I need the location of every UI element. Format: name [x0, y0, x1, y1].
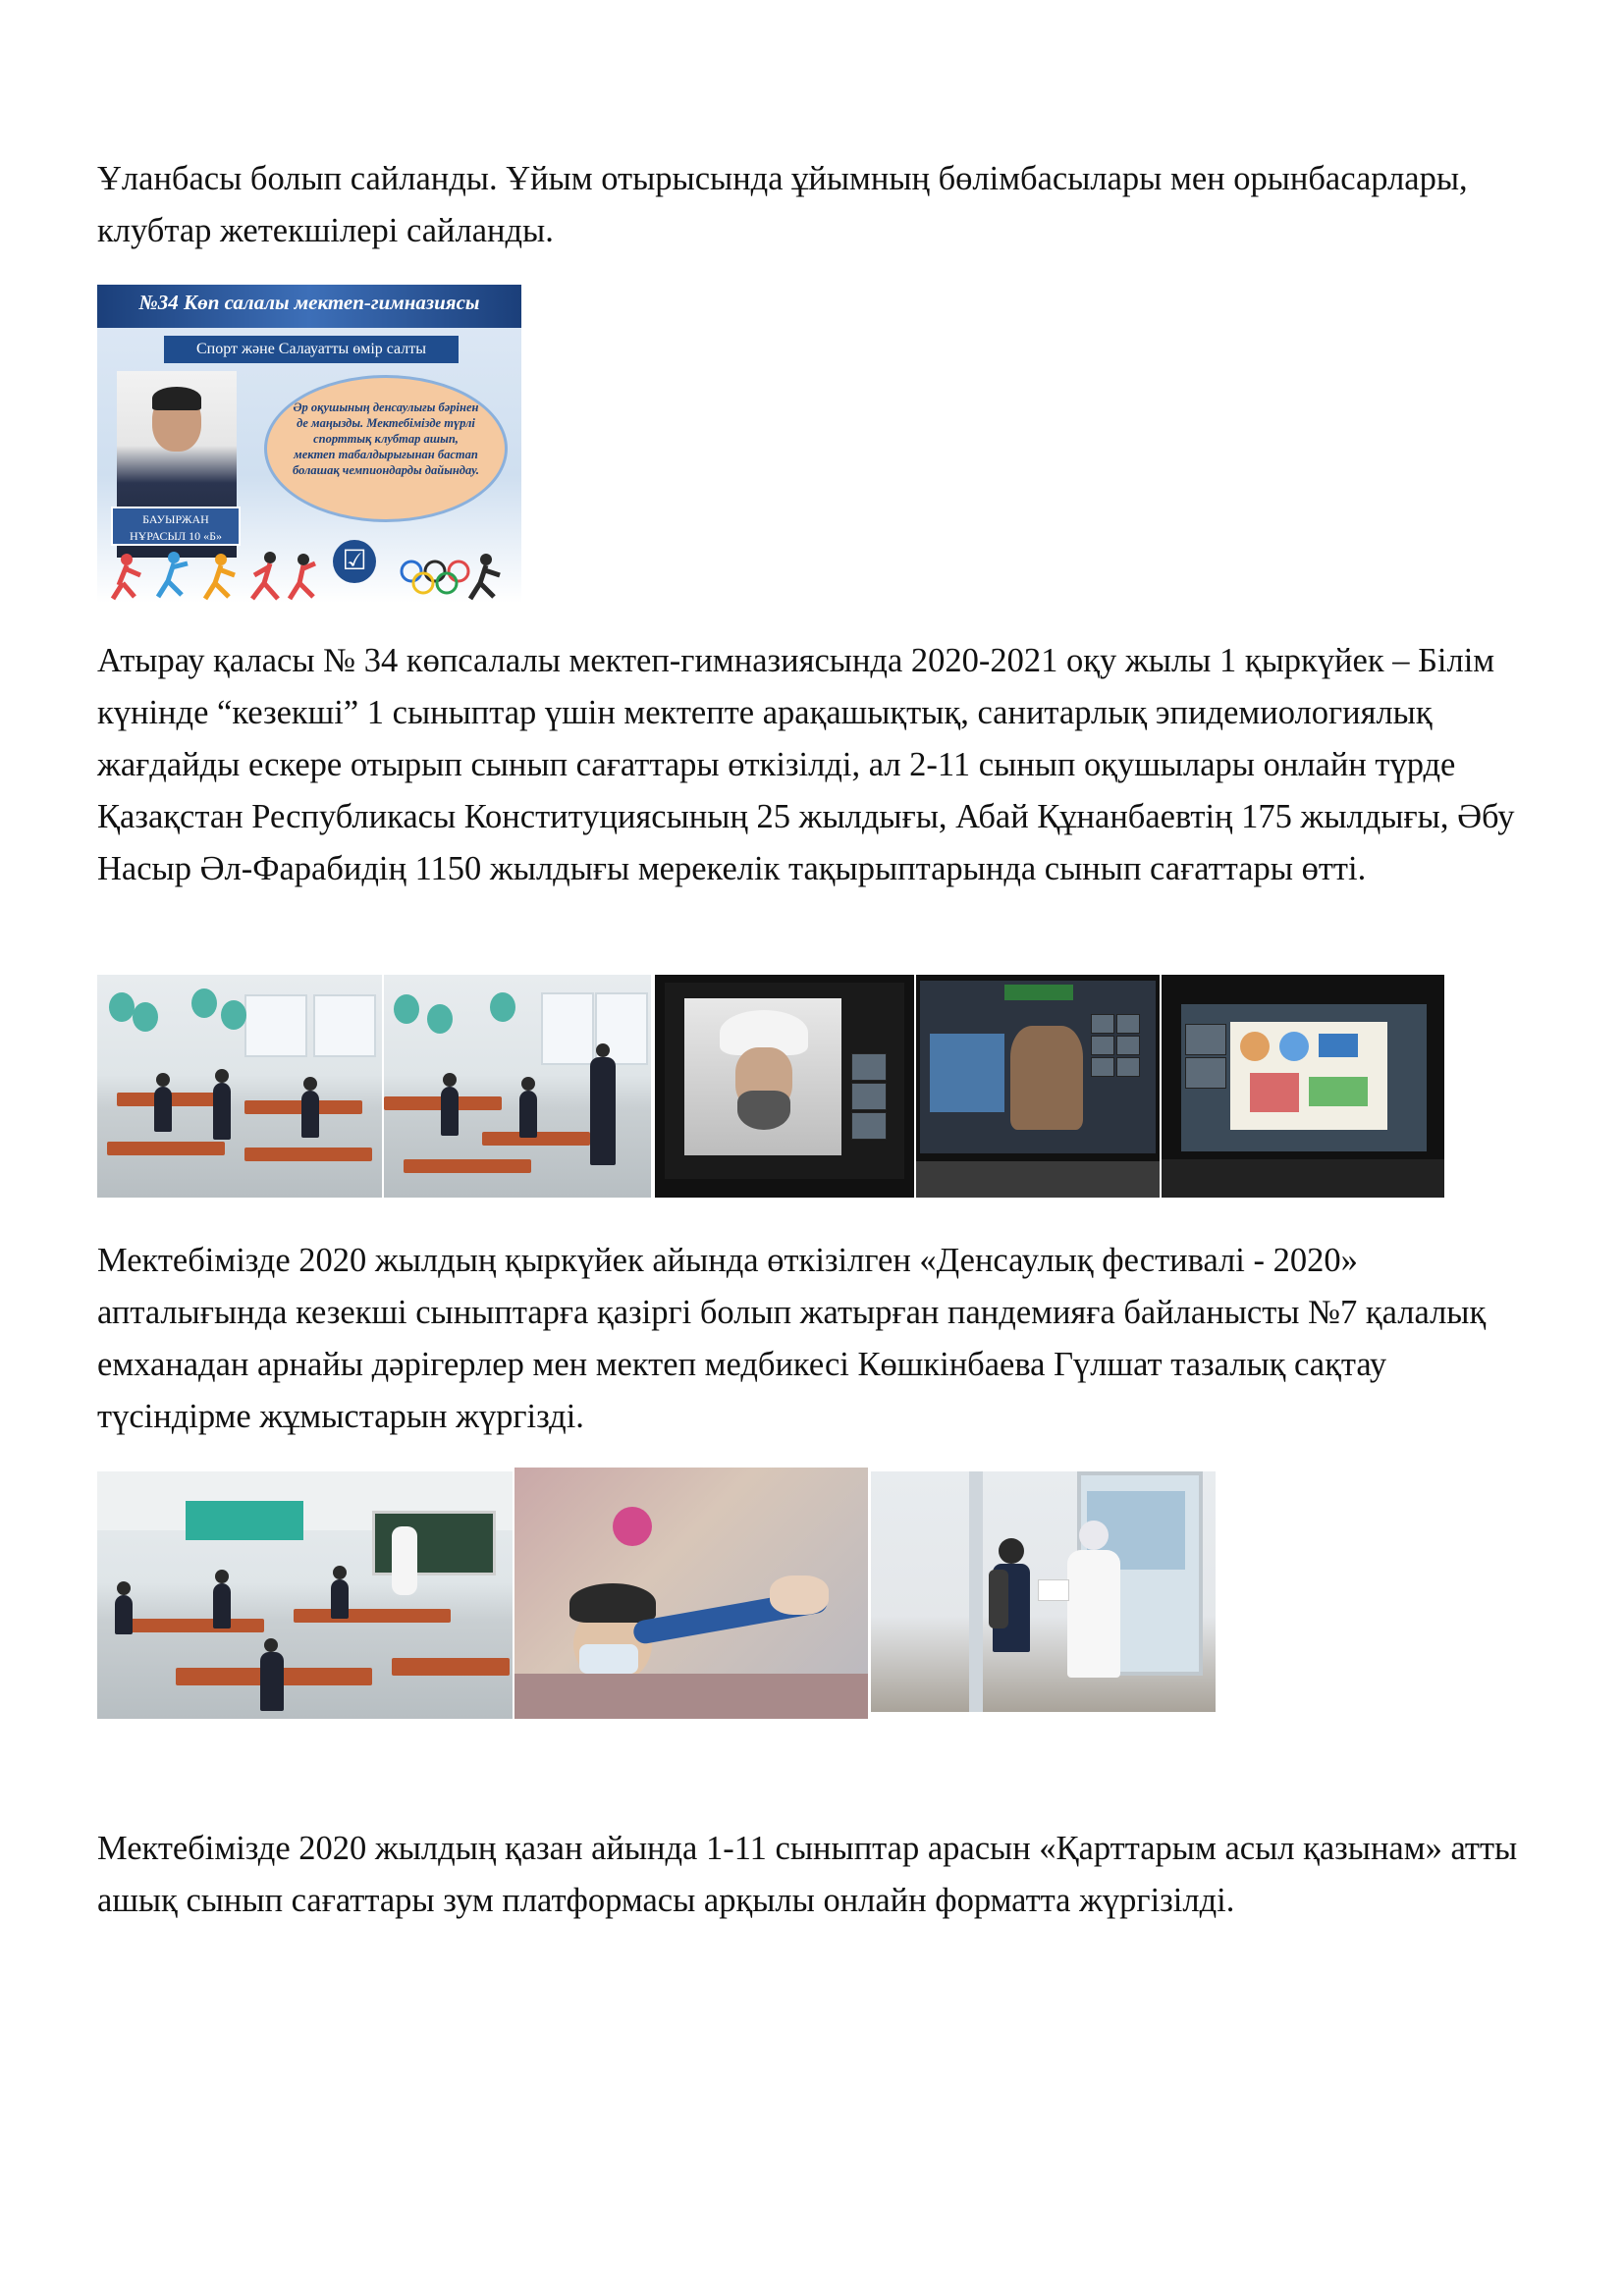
sports-club-poster — [97, 285, 521, 603]
poster-motto: Әр оқушының денсаулығы бәрінен де маңызды. Мектебімізде түрлі спорттық клубтар ашып, мектеп табалдырығынан бастап болашақ чемпиондарды дайындау. — [264, 375, 508, 522]
hand-sanitizer-photo — [514, 1468, 868, 1719]
paragraph-4: Мектебімізде 2020 жылдың қазан айында 1-11 сыныптар арасын «Қарттарым асыл қазынам» атты ашық сынып сағаттары зум платформасы арқылы онлайн форматта жүргізілді. — [97, 1830, 1518, 1919]
paragraph-2: Атырау қаласы № 34 көпсалалы мектеп-гимназиясында 2020-2021 оқу жылы 1 қыркүйек – Білім күнінде “кезекші” 1 сыныптар үшін мектепте арақашықтық, санитарлық эпидемиологиялық жағдайды ескере отырып сынып сағаттары өткізілді, ал 2-11 сынып оқушылары онлайн түрде Қазақстан Республикасы Конституциясының 25 жылдығы, Абай Құнанбаевтің 175 жылдығы, Әбу Насыр Әл-Фарабидің 1150 жылдығы мерекелік тақырыптарында сынып сағаттары өтті. — [97, 642, 1515, 887]
online-class-zoom-photo — [1162, 975, 1444, 1198]
poster-header: №34 Көп салалы мектеп-гимназиясы — [97, 285, 521, 328]
online-class-farabi-photo — [655, 975, 914, 1198]
checkbox-icon: ☑ — [333, 540, 376, 583]
paragraph-1: Ұланбасы болып сайланды. Ұйым отырысында ұйымның бөлімбасылары мен орынбасарлары, клубтар жетекшілері сайланды. — [97, 160, 1468, 249]
health-festival-classroom-photo — [97, 1471, 513, 1719]
classroom-photo-2 — [384, 975, 651, 1198]
classroom-photo-1 — [97, 975, 382, 1198]
student-name-plate: БАУЫРЖАН НҰРАСЫЛ 10 «Б» — [111, 507, 241, 546]
paragraph-3: Мектебімізде 2020 жылдың қыркүйек айында өткізілген «Денсаулық фестивалі - 2020» апталығында кезекші сыныптарға қазіргі болып жатырған пандемияға байланысты №7 қалалық емханадан арнайы дәрігерлер мен мектеп медбикесі Көшкінбаева Гүлшат тазалық сақтау түсіндірме жұмыстарын жүргізді. — [97, 1242, 1487, 1435]
sports-figures-icon — [97, 546, 521, 603]
poster-subheader: Спорт және Салауатты өмір салты — [164, 336, 459, 363]
online-class-abai-photo — [916, 975, 1160, 1198]
nurse-with-student-photo — [871, 1471, 1216, 1712]
